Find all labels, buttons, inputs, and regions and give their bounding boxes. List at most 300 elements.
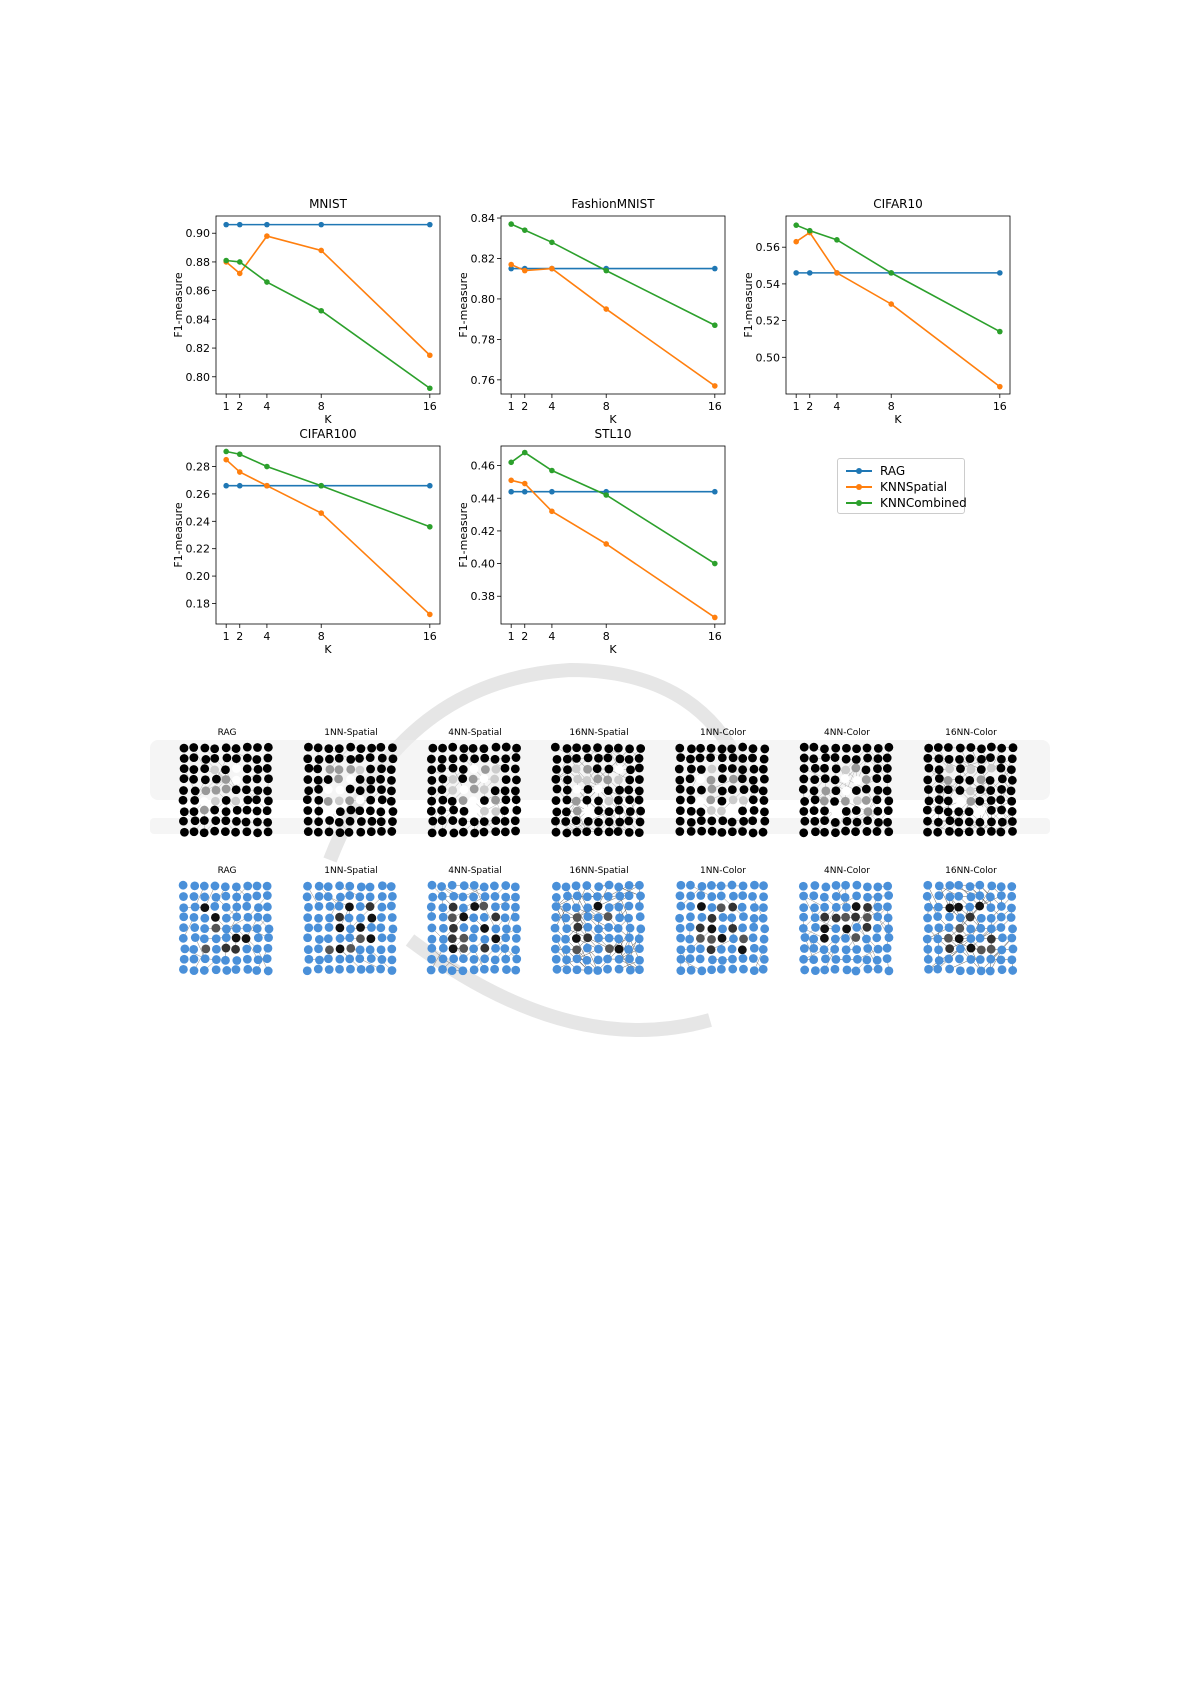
graph-node [832, 892, 841, 901]
graph-node [304, 827, 313, 836]
graph-node [853, 955, 862, 964]
graph-node [449, 924, 458, 933]
graph-node [925, 796, 934, 805]
graph-node [676, 753, 685, 762]
graph-node [1008, 776, 1017, 785]
graph-node [490, 965, 499, 974]
graph-node [232, 924, 241, 933]
graph-node [491, 955, 500, 964]
graph-panel-row2 [921, 866, 1021, 994]
x-tick-label: 1 [222, 630, 230, 643]
graph-node [955, 934, 964, 943]
graph-node [738, 774, 747, 783]
graph-node [719, 913, 728, 922]
graph-node [625, 891, 634, 900]
graph-node [1007, 797, 1016, 806]
graph-node [314, 817, 323, 826]
graph-node [820, 924, 829, 933]
graph-node [511, 966, 520, 975]
graph-edge [939, 780, 948, 810]
graph-node [987, 924, 996, 933]
graph-edge [825, 929, 846, 959]
graph-node [760, 807, 769, 816]
graph-node [997, 891, 1006, 900]
graph-node [345, 882, 354, 891]
graph-node [697, 765, 706, 774]
graph-node [944, 934, 953, 943]
graph-node [243, 743, 252, 752]
graph-node [945, 912, 954, 921]
graph-node [356, 902, 365, 911]
graph-node [863, 965, 872, 974]
graph-node [883, 754, 892, 763]
graph-node [324, 892, 333, 901]
data-point [223, 483, 229, 489]
graph-node [583, 923, 592, 932]
graph-node [885, 966, 894, 975]
graph-node [355, 892, 364, 901]
graph-node [998, 818, 1007, 827]
y-tick-label: 0.20 [185, 570, 210, 584]
y-axis-label: F1-measure [172, 502, 185, 568]
graph-node [583, 933, 592, 942]
data-point [223, 449, 229, 455]
graph-node [469, 796, 478, 805]
graph-node [572, 743, 581, 752]
graph-node [759, 786, 768, 795]
graph-node [987, 945, 996, 954]
graph-node [718, 816, 727, 825]
graph-node [924, 903, 933, 912]
graph-node [345, 954, 354, 963]
graph-node [573, 923, 582, 932]
graph-node [366, 806, 375, 815]
graph-node [437, 806, 446, 815]
chart-stl10 [455, 426, 755, 696]
graph-node [387, 827, 396, 836]
graph-node [179, 892, 188, 901]
graph-node [976, 934, 985, 943]
graph-node [388, 892, 397, 901]
data-point [237, 469, 243, 475]
graph-node [873, 807, 882, 816]
data-point [712, 322, 718, 328]
graph-node [1007, 913, 1016, 922]
graph-node [563, 755, 572, 764]
graph-node [438, 816, 447, 825]
graph-node [179, 923, 188, 932]
legend-label: RAG [880, 464, 906, 478]
graph-node [582, 827, 591, 836]
data-point [522, 450, 528, 456]
graph-node [304, 743, 313, 752]
graph-node [935, 785, 944, 794]
graph-node [996, 795, 1005, 804]
graph-node [265, 924, 274, 933]
graph-node [749, 954, 758, 963]
plot-frame [501, 216, 725, 394]
graph-node [841, 913, 850, 922]
graph-node [676, 796, 685, 805]
graph-node [189, 945, 198, 954]
x-axis-label: K [894, 413, 902, 426]
graph-node [594, 785, 603, 794]
graph-node [438, 744, 447, 753]
graph-node [934, 818, 943, 827]
graph-node [562, 903, 571, 912]
y-tick-label: 0.82 [185, 342, 210, 356]
legend-swatch-knncombined [846, 502, 872, 504]
data-point [318, 248, 324, 254]
graph-node [480, 913, 489, 922]
graph-node [511, 913, 520, 922]
graph-panel-row1 [797, 728, 897, 856]
graph-node [242, 945, 251, 954]
chart-title: FashionMNIST [571, 197, 655, 211]
graph-node [480, 965, 489, 974]
graph-node [831, 818, 840, 827]
graph-node [605, 903, 614, 912]
graph-node [852, 967, 861, 976]
graph-node [685, 935, 694, 944]
graph-node [696, 754, 705, 763]
graph-node [717, 892, 726, 901]
graph-node [635, 956, 644, 965]
graph-node [501, 933, 510, 942]
graph-node [232, 744, 241, 753]
graph-node [697, 816, 706, 825]
graph-node [935, 774, 944, 783]
graph-node [376, 775, 385, 784]
graph-node [460, 807, 469, 816]
x-tick-label: 4 [263, 630, 271, 643]
graph-node [687, 966, 696, 975]
graph-node [500, 944, 509, 953]
graph-node [966, 966, 975, 975]
graph-node [502, 743, 511, 752]
graph-node [200, 903, 209, 912]
graph-node [315, 935, 324, 944]
graph-node [511, 945, 520, 954]
graph-node [718, 956, 727, 965]
graph-node [232, 893, 241, 902]
graph-node [210, 806, 219, 815]
x-tick-label: 2 [806, 400, 814, 413]
graph-node [491, 944, 500, 953]
graph-node [853, 776, 862, 785]
graph-node [851, 913, 860, 922]
graph-node [923, 775, 932, 784]
graph-node [604, 797, 613, 806]
graph-node [479, 744, 488, 753]
graph-node [832, 881, 841, 890]
series-line [511, 480, 715, 617]
graph-node [862, 765, 871, 774]
graph-node [801, 933, 810, 942]
graph-node [428, 744, 437, 753]
graph-node [614, 827, 623, 836]
graph-node [976, 955, 985, 964]
graph-node [635, 881, 644, 890]
graph-node [965, 903, 974, 912]
graph-node [210, 754, 219, 763]
graph-node [553, 785, 562, 794]
graph-node [448, 786, 457, 795]
graph-node [324, 934, 333, 943]
graph-node [760, 755, 769, 764]
graph-node [325, 755, 334, 764]
graph-node [966, 882, 975, 891]
graph-node [945, 816, 954, 825]
graph-node [697, 827, 706, 836]
graph-node [552, 808, 561, 817]
graph-node [324, 775, 333, 784]
x-tick-label: 1 [507, 630, 515, 643]
graph-node [346, 743, 355, 752]
graph-node [232, 912, 241, 921]
graph-node [583, 912, 592, 921]
graph-node [222, 743, 231, 752]
graph-node [254, 933, 263, 942]
graph-node [676, 891, 685, 900]
graph-node [222, 914, 231, 923]
graph-node [820, 764, 829, 773]
graph-node [190, 923, 199, 932]
graph-node [511, 764, 520, 773]
graph-node [200, 893, 209, 902]
graph-node [263, 954, 272, 963]
plot-frame [786, 216, 1010, 394]
graph-node [593, 892, 602, 901]
graph-node [346, 765, 355, 774]
graph-node [212, 775, 221, 784]
graph-node [336, 944, 345, 953]
graph-node [437, 764, 446, 773]
graph-node [304, 955, 313, 964]
y-tick-label: 0.86 [185, 284, 210, 298]
graph-node [303, 933, 312, 942]
graph-node [924, 785, 933, 794]
legend-swatch-rag [846, 470, 872, 472]
y-tick-label: 0.84 [185, 313, 210, 327]
graph-node [563, 892, 572, 901]
graph-node [955, 755, 964, 764]
graph-node [759, 965, 768, 974]
graph-node [221, 956, 230, 965]
graph-node [304, 903, 313, 912]
graph-node [561, 914, 570, 923]
graph-node [200, 828, 209, 837]
graph-node [975, 902, 984, 911]
graph-node [811, 795, 820, 804]
graph-node [469, 944, 478, 953]
graph-node [243, 764, 252, 773]
graph-node [572, 903, 581, 912]
graph-node [624, 817, 633, 826]
graph-node [707, 776, 716, 785]
graph-node [438, 785, 447, 794]
graph-node [438, 796, 447, 805]
graph-node [831, 965, 840, 974]
graph-node [739, 954, 748, 963]
graph-node [190, 966, 199, 975]
graph-node [841, 774, 850, 783]
graph-node [676, 934, 685, 943]
graph-node [748, 892, 757, 901]
graph-node [345, 828, 354, 837]
graph-node [738, 923, 747, 932]
graph-node [378, 881, 387, 890]
x-tick-label: 4 [548, 400, 556, 413]
graph-node [458, 774, 467, 783]
graph-node [996, 828, 1005, 837]
graph-node [676, 817, 685, 826]
graph-node [718, 828, 727, 837]
graph-node [378, 903, 387, 912]
graph-node [760, 924, 769, 933]
graph-node [512, 934, 521, 943]
graph-node [459, 765, 468, 774]
graph-node [427, 786, 436, 795]
graph-node [997, 755, 1006, 764]
graph-node [615, 965, 624, 974]
graph-node [231, 828, 240, 837]
graph-node [243, 796, 252, 805]
graph-node [179, 881, 188, 890]
graph-node [252, 966, 261, 975]
graph-node [427, 966, 436, 975]
graph-node [552, 893, 561, 902]
graph-node [966, 743, 975, 752]
graph-node [696, 797, 705, 806]
data-point [997, 329, 1003, 335]
graph-node [852, 806, 861, 815]
graph-node [615, 892, 624, 901]
graph-node [335, 881, 344, 890]
graph-node [718, 797, 727, 806]
graph-node [563, 796, 572, 805]
legend-swatch-knnspatial [846, 486, 872, 488]
graph-node [686, 912, 695, 921]
graph-node [357, 744, 366, 753]
graph-node [832, 955, 841, 964]
graph-node [717, 903, 726, 912]
graph-node [201, 954, 210, 963]
graph-node [264, 743, 273, 752]
graph-node [1007, 765, 1016, 774]
graph-node [253, 944, 262, 953]
graph-node [954, 881, 963, 890]
graph-edge [949, 801, 970, 831]
graph-node [190, 827, 199, 836]
graph-node [727, 913, 736, 922]
graph-node [243, 924, 252, 933]
graph-node [852, 892, 861, 901]
graph-panel-title: RAG [217, 728, 237, 738]
graph-node [923, 945, 932, 954]
graph-node [624, 945, 633, 954]
graph-node [189, 743, 198, 752]
graph-node [605, 881, 614, 890]
graph-node [986, 967, 995, 976]
graph-node [706, 795, 715, 804]
graph-node [604, 765, 613, 774]
graph-node [842, 787, 851, 796]
graph-node [387, 945, 396, 954]
graph-node [512, 806, 521, 815]
graph-node [201, 786, 210, 795]
graph-node [708, 827, 717, 836]
chart-title: STL10 [594, 427, 632, 441]
graph-node [210, 744, 219, 753]
graph-node [956, 786, 965, 795]
graph-node [696, 934, 705, 943]
graph-node [242, 818, 251, 827]
graph-node [200, 934, 209, 943]
graph-node [325, 914, 334, 923]
graph-node [883, 882, 892, 891]
graph-node [738, 807, 747, 816]
graph-node [748, 816, 757, 825]
graph-node [997, 923, 1006, 932]
y-tick-label: 0.24 [185, 515, 210, 529]
graph-node [760, 775, 769, 784]
graph-node [707, 892, 716, 901]
graph-node [933, 912, 942, 921]
graph-node [190, 796, 199, 805]
graph-node [243, 806, 252, 815]
series-line [226, 451, 430, 526]
graph-node [469, 913, 478, 922]
data-point [237, 271, 243, 277]
graph-node [387, 882, 396, 891]
graph-node [799, 785, 808, 794]
graph-node [512, 955, 521, 964]
graph-node [427, 755, 436, 764]
graph-node [222, 925, 231, 934]
graph-node [997, 902, 1006, 911]
graph-node [626, 807, 635, 816]
data-point [264, 233, 270, 239]
graph-node [697, 786, 706, 795]
y-tick-label: 0.28 [185, 460, 210, 474]
graph-node [810, 903, 819, 912]
graph-node [180, 754, 189, 763]
graph-node [935, 795, 944, 804]
data-point [888, 270, 894, 276]
graph-node [965, 776, 974, 785]
graph-node [376, 743, 385, 752]
graph-node [923, 828, 932, 837]
graph-node [584, 966, 593, 975]
graph-node [377, 945, 386, 954]
graph-node [491, 816, 500, 825]
graph-node [263, 914, 272, 923]
graph-node [851, 827, 860, 836]
data-point [834, 237, 840, 243]
graph-node [676, 785, 685, 794]
graph-node [501, 817, 510, 826]
graph-node [707, 935, 716, 944]
y-axis-label: F1-measure [742, 272, 755, 338]
graph-panel-row2 [673, 866, 773, 994]
graph-node [800, 764, 809, 773]
graph-node [966, 913, 975, 922]
graph-panel-row2 [425, 866, 525, 994]
graph-node [315, 902, 324, 911]
graph-node [728, 965, 737, 974]
graph-node [263, 882, 272, 891]
